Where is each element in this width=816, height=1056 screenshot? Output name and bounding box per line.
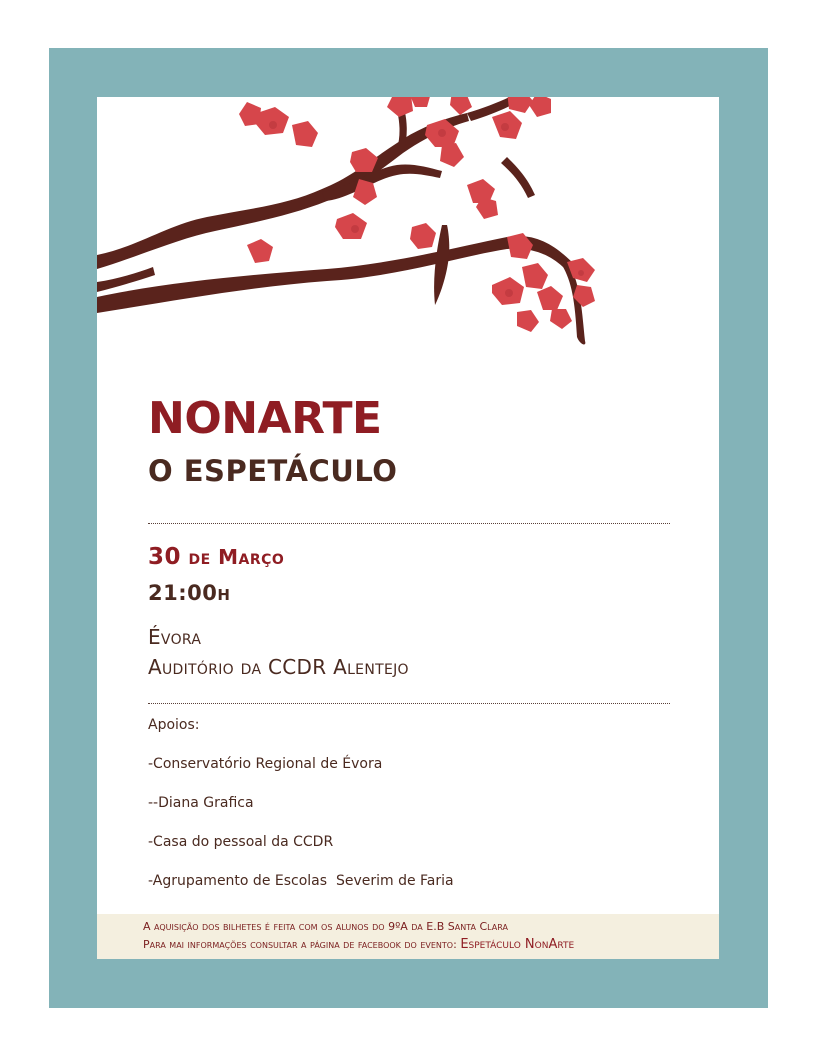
event-city: Évora: [148, 625, 202, 649]
sponsor-item: -Conservatório Regional de Évora: [148, 756, 383, 772]
poster-subtitle: O ESPETÁCULO: [148, 454, 398, 488]
event-date-month: de Março: [188, 545, 285, 569]
sponsors-heading: Apoios:: [148, 717, 200, 733]
divider-bottom: [148, 703, 670, 704]
divider-top: [148, 523, 670, 524]
sponsor-item: -Agrupamento de Escolas Severim de Faria: [148, 873, 454, 889]
facebook-info-text: Para mai informações consultar a página de facebook do evento:: [143, 938, 461, 951]
blossom-branch-illustration: [97, 97, 719, 367]
event-venue: Auditório da CCDR Alentejo: [148, 655, 409, 679]
poster-title: NONARTE: [148, 393, 382, 444]
sponsor-item: -Casa do pessoal da CCDR: [148, 834, 334, 850]
sponsor-item: --Diana Grafica: [148, 795, 254, 811]
poster-sheet: [97, 97, 719, 959]
event-date: [148, 544, 284, 570]
event-time: 21:00h: [148, 581, 231, 605]
ticket-info-footer: [97, 914, 719, 959]
facebook-info-line: [143, 937, 574, 952]
event-date-day: 30: [148, 544, 182, 570]
facebook-event-name: Espetáculo NonArte: [460, 937, 575, 952]
ticket-info-line: A aquisição dos bilhetes é feita com os alunos do 9ºA da E.B Santa Clara: [143, 920, 508, 933]
